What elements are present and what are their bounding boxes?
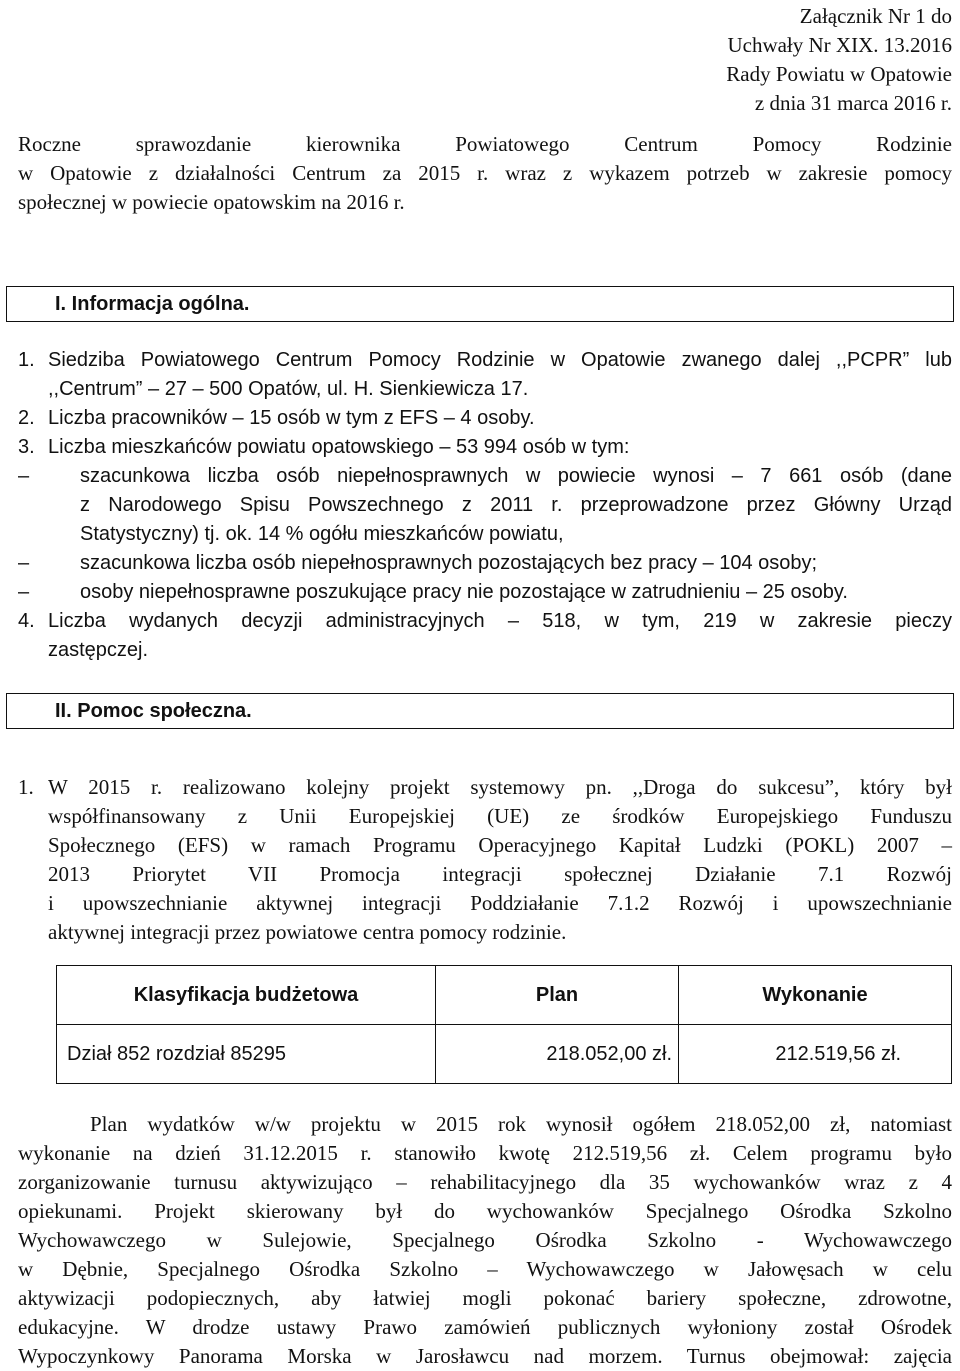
table-cell: Dział 852 rozdział 85295	[57, 1025, 436, 1084]
item-line: z Narodowego Spisu Powszechnego z 2011 r. przeprowadzone przez Główny Urząd	[80, 494, 952, 516]
item-number: 1.	[18, 775, 34, 799]
title-line: społecznej w powiecie opatowskim na 2016 r.	[18, 190, 405, 214]
section-heading-box	[6, 693, 954, 729]
dash-item-text	[80, 462, 952, 549]
item-line: zastępczej.	[48, 639, 149, 661]
item-text: Liczba pracowników – 15 osób w tym z EFS – 4 osoby.	[48, 407, 535, 429]
item-line: współfinansowany z Unii Europejskiej (UE) ze środków Europejskiego Funduszu	[48, 804, 952, 828]
dash-bullet: –	[18, 581, 30, 603]
section-heading: I. Informacja ogólna.	[55, 293, 250, 315]
item-line: szacunkowa liczba osób niepełnosprawnych w powiecie wynosi – 7 661 osób (dane	[80, 465, 952, 487]
paragraph-line: Plan wydatków w/w projektu w 2015 rok wynosił ogółem 218.052,00 zł, natomiast	[90, 1112, 952, 1136]
dash-bullet: –	[18, 552, 30, 574]
item-line: Statystyczny) tj. ok. 14 % ogółu mieszkańców powiatu,	[80, 523, 564, 545]
item-line: 2013 Priorytet VII Promocja integracji społecznej Działanie 7.1 Rozwój	[48, 862, 952, 886]
item-line: ,,Centrum” – 27 – 500 Opatów, ul. H. Sienkiewicza 17.	[48, 378, 529, 400]
budget-table	[56, 965, 952, 1084]
item-text: Liczba mieszkańców powiatu opatowskiego – 53 994 osób w tym:	[48, 436, 630, 458]
item-number: 4.	[18, 610, 35, 632]
item-number: 2.	[18, 407, 35, 429]
paragraph-line: Wypoczynkowy Panorama Morska w Jarosławcu nad morzem. Turnus obejmował: zajęcia	[18, 1344, 952, 1368]
report-title	[18, 130, 952, 217]
item-line: W 2015 r. realizowano kolejny projekt systemowy pn. ,,Droga do sukcesu”, który był	[48, 775, 952, 799]
paragraph-line: opiekunami. Projekt skierowany był do wychowanków Specjalnego Ośrodka Szkolno	[18, 1199, 952, 1223]
paragraph-line: aktywizacji podopiecznych, aby łatwiej mogli pokonać bariery społeczne, zdrowotne,	[18, 1286, 952, 1310]
paragraph-line: Wychowawczego w Sulejowie, Specjalnego Ośrodka Szkolno - Wychowawczego	[18, 1228, 952, 1252]
title-line: Roczne sprawozdanie kierownika Powiatowego Centrum Pomocy Rodzinie	[18, 132, 952, 156]
item-number: 3.	[18, 436, 35, 458]
column-header: Plan	[436, 966, 679, 1025]
column-header: Klasyfikacja budżetowa	[57, 966, 436, 1025]
table-cell: 212.519,56 zł.	[679, 1025, 952, 1084]
paragraph-line: w Dębnie, Specjalnego Ośrodka Szkolno – Wychowawczego w Jałowęsach w celu	[18, 1257, 952, 1281]
item-text	[48, 773, 952, 947]
item-text	[48, 607, 952, 665]
annex-line: Załącznik Nr 1 do	[799, 4, 952, 28]
item-number: 1.	[18, 349, 35, 371]
table-cell: 218.052,00 zł.	[436, 1025, 679, 1084]
item-line: Siedziba Powiatowego Centrum Pomocy Rodzinie w Opatowie zwanego dalej ,,PCPR” lub	[48, 349, 952, 371]
item-text	[48, 346, 952, 404]
section-heading-box	[6, 286, 954, 322]
project-item	[18, 773, 952, 953]
dash-item-text: osoby niepełnosprawne poszukujące pracy nie pozostające w zatrudnieniu – 25 osoby.	[80, 581, 848, 603]
table-row	[57, 1025, 952, 1084]
annex-line: Rady Powiatu w Opatowie	[726, 62, 952, 86]
paragraph-line: edukacyjne. W drodze ustawy Prawo zamówień publicznych wyłoniony został Ośrodek	[18, 1315, 952, 1339]
project-description	[18, 1110, 952, 1371]
column-header: Wykonanie	[679, 966, 952, 1025]
annex-line: Uchwały Nr XIX. 13.2016	[727, 33, 952, 57]
paragraph-line: zorganizowanie turnusu aktywizująco – rehabilitacyjnego dla 35 wychowanków wraz z 4	[18, 1170, 952, 1194]
table-header-row	[57, 966, 952, 1025]
dash-item-text: szacunkowa liczba osób niepełnosprawnych pozostających bez pracy – 104 osoby;	[80, 552, 818, 574]
item-line: aktywnej integracji przez powiatowe centra pomocy rodzinie.	[48, 920, 567, 944]
general-info-list	[18, 346, 952, 676]
dash-bullet: –	[18, 465, 30, 487]
annex-line: z dnia 31 marca 2016 r.	[754, 91, 952, 115]
item-line: Społecznego (EFS) w ramach Programu Operacyjnego Kapitał Ludzki (POKL) 2007 –	[48, 833, 952, 857]
section-heading: II. Pomoc społeczna.	[55, 700, 252, 722]
paragraph-line: wykonanie na dzień 31.12.2015 r. stanowiło kwotę 212.519,56 zł. Celem programu było	[18, 1141, 952, 1165]
item-line: i upowszechnianie aktywnej integracji Poddziałanie 7.1.2 Rozwój i upowszechnianie	[48, 891, 952, 915]
annex-header	[726, 2, 952, 118]
title-line: w Opatowie z działalności Centrum za 2015 r. wraz z wykazem potrzeb w zakresie pomocy	[18, 161, 952, 185]
item-line: Liczba wydanych decyzji administracyjnych – 518, w tym, 219 w zakresie pieczy	[48, 610, 952, 632]
